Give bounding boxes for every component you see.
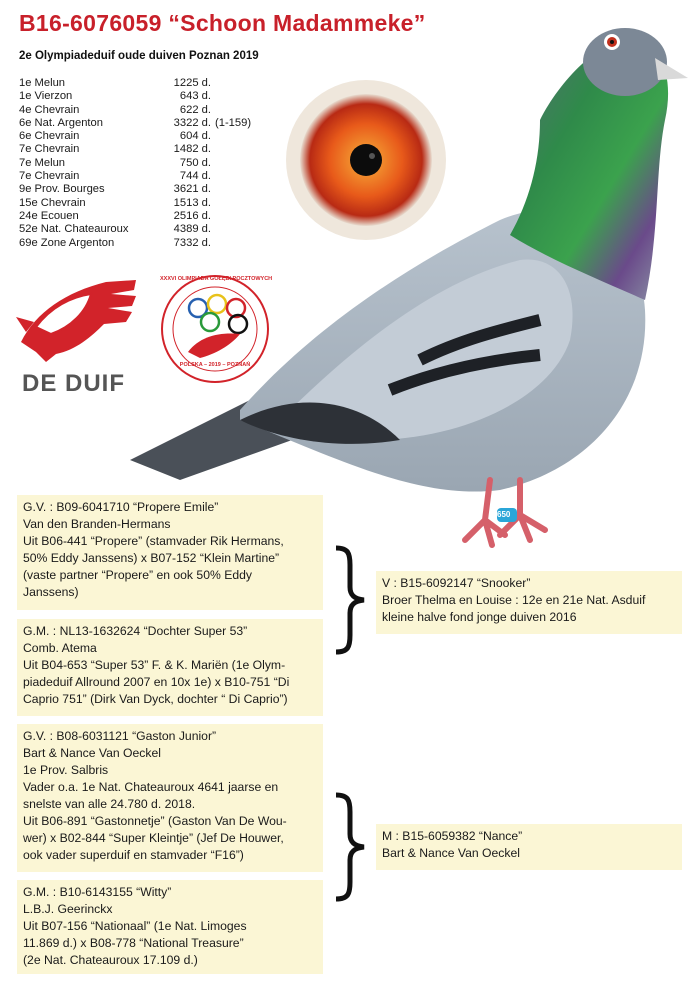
result-note: (1-159) <box>215 116 252 129</box>
result-count: 4389 d. <box>173 223 211 236</box>
pedigree-line: Bart & Nance Van Oeckel <box>23 746 161 760</box>
pedigree-line: Uit B06-441 “Propere” (stamvader Rik Hermans, <box>23 534 284 548</box>
pedigree-line: Uit B04-653 “Super 53” F. & K. Mariën (1e Olym- <box>23 658 286 672</box>
result-place: 6e Chevrain <box>19 130 80 143</box>
pedigree-line: 1e Prov. Salbris <box>23 763 109 777</box>
pedigree-line: Janssens) <box>23 585 79 599</box>
de-duif-logo <box>16 272 146 397</box>
pedigree-line: Bart & Nance Van Oeckel <box>382 846 520 860</box>
result-count: 1482 d. <box>173 143 211 156</box>
result-place: 1e Vierzon <box>19 90 73 103</box>
pedigree-line: Vader o.a. 1e Nat. Chateauroux 4641 jaarse en <box>23 780 279 794</box>
brace-mother <box>330 792 370 902</box>
pedigree-gv-father <box>17 495 323 610</box>
result-place: 7e Chevrain <box>19 170 80 183</box>
pedigree-line: 11.869 d.) x B08-778 “National Treasure” <box>23 936 244 950</box>
result-place: 6e Nat. Argenton <box>19 116 103 129</box>
ring-label: 650 <box>497 510 511 519</box>
result-count: 622 d. <box>179 103 211 116</box>
result-place: 1e Melun <box>19 77 66 89</box>
pigeon-eye-image <box>284 78 448 242</box>
pedigree-line: Comb. Atema <box>23 641 97 655</box>
pedigree-line: wer) x B02-844 “Super Kleintje” (Jef De Houwer, <box>23 831 284 845</box>
result-count: 3322 d. <box>173 116 211 129</box>
pedigree-line: M : B15-6059382 “Nance” <box>382 829 523 843</box>
pedigree-line: G.V. : B09-6041710 “Propere Emile” <box>23 500 219 514</box>
pedigree-mother <box>376 824 682 870</box>
pedigree-father <box>376 571 682 634</box>
result-place: 69e Zone Argenton <box>19 236 115 249</box>
result-count: 643 d. <box>179 90 211 103</box>
pedigree-line: G.M. : B10-6143155 “Witty” <box>23 885 172 899</box>
page-title: B16-6076059 “Schoon Madammeke” <box>19 10 426 36</box>
pedigree-gv-mother <box>17 724 323 872</box>
page-subtitle: 2e Olympiadeduif oude duiven Poznan 2019 <box>19 50 259 62</box>
dove-icon <box>16 272 146 367</box>
pedigree-line: G.V. : B08-6031121 “Gaston Junior” <box>23 729 217 743</box>
result-count: 3621 d. <box>173 183 211 196</box>
pedigree-gm-mother <box>17 880 323 974</box>
olympiad-logo <box>160 274 273 384</box>
pedigree-line: 50% Eddy Janssens) x B07-152 “Klein Martine” <box>23 551 280 565</box>
olympiad-logo-bottom-text: POLSKA – 2019 – POZNAŃ <box>179 362 251 368</box>
pedigree-line: Caprio 751” (Dirk Van Dyck, dochter “ Di Caprio”) <box>23 692 288 706</box>
result-place: 4e Chevrain <box>19 103 80 116</box>
result-place: 7e Chevrain <box>19 143 80 156</box>
pedigree-line: Uit B07-156 “Nationaal” (1e Nat. Limoges <box>23 919 247 933</box>
pedigree-line: Uit B06-891 “Gastonnetje” (Gaston Van De Wou- <box>23 814 287 828</box>
result-count: 1513 d. <box>173 196 211 209</box>
de-duif-wordmark: DE DUIF <box>22 370 125 397</box>
pedigree-line: V : B15-6092147 “Snooker” <box>382 576 531 590</box>
result-count: 604 d. <box>179 130 211 143</box>
pedigree-line: L.B.J. Geerinckx <box>23 902 113 916</box>
pedigree-line: Van den Branden-Hermans <box>23 517 171 531</box>
pedigree-line: piadeduif Allround 2007 en 10x 1e) x B10-751 “Di <box>23 675 290 689</box>
result-count: 7332 d. <box>173 236 211 249</box>
brace-father <box>330 545 370 655</box>
pedigree-line: G.M. : NL13-1632624 “Dochter Super 53” <box>23 624 248 638</box>
result-count: 2516 d. <box>173 209 211 222</box>
pedigree-line: Broer Thelma en Louise : 12e en 21e Nat. Asduif <box>382 593 646 607</box>
pedigree-line: kleine halve fond jonge duiven 2016 <box>382 610 577 624</box>
pedigree-line: snelste van alle 24.780 d. 2018. <box>23 797 196 811</box>
result-count: 750 d. <box>179 156 211 169</box>
result-place: 52e Nat. Chateauroux <box>19 223 129 236</box>
result-place: 9e Prov. Bourges <box>19 183 105 196</box>
pedigree-line: (2e Nat. Chateauroux 17.109 d.) <box>23 953 198 967</box>
olympiad-logo-text: XXXVI OLIMPIADA GOŁĘBI POCZTOWYCH <box>160 276 273 282</box>
pedigree-gm-father <box>17 619 323 716</box>
result-count: 744 d. <box>179 170 211 183</box>
pedigree-line: (vaste partner “Propere” en ook 50% Eddy <box>23 568 252 582</box>
result-place: 15e Chevrain <box>19 196 86 209</box>
result-place: 7e Melun <box>19 156 66 169</box>
result-place: 24e Ecouen <box>19 209 79 222</box>
pedigree-line: ook vader superduif en stamvader “F16”) <box>23 848 244 862</box>
result-count: 1225 d. <box>173 77 211 89</box>
